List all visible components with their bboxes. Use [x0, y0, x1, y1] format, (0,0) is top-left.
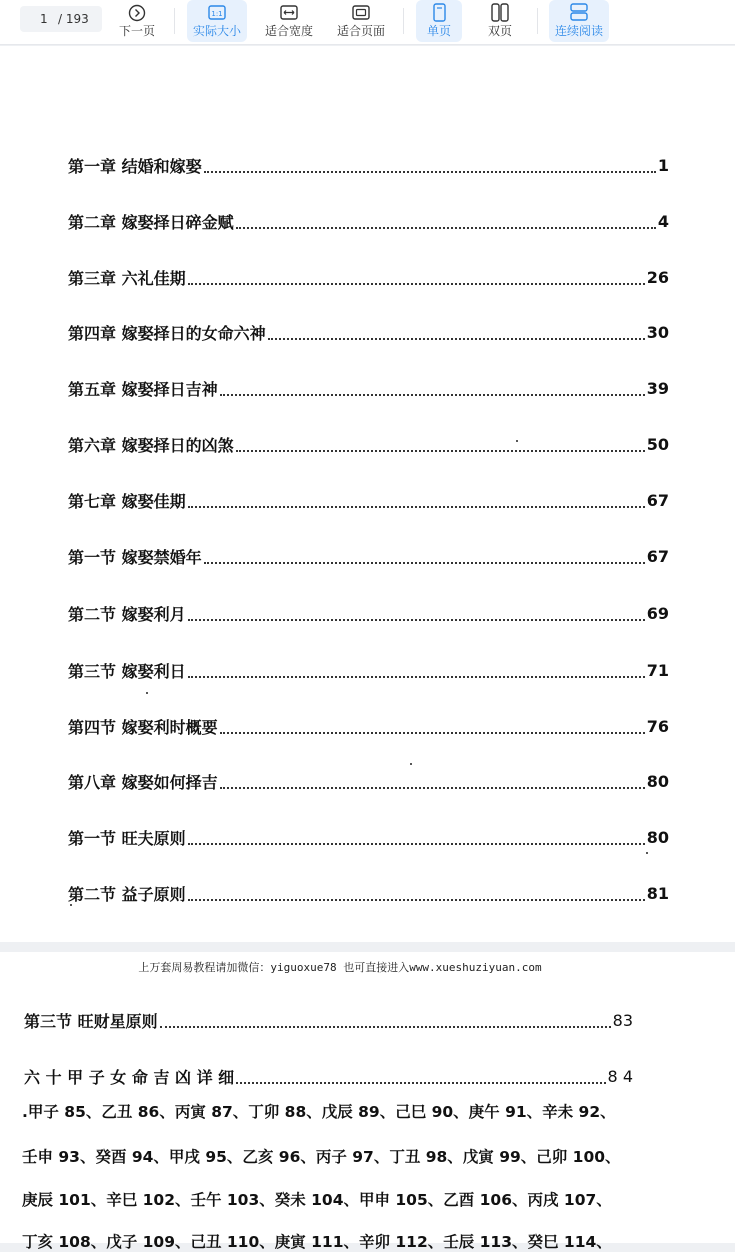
- document-page-1: [0, 46, 735, 942]
- toc-entry: [68, 544, 669, 568]
- toc-leader-dots: [220, 718, 645, 734]
- toc-leader-dots: [188, 829, 645, 845]
- toc-entry-page: 4: [657, 211, 669, 231]
- toc-entry-title: 第一节 旺夫原则: [68, 828, 186, 848]
- toc-entry: [68, 658, 669, 682]
- double-page-icon: [477, 2, 523, 24]
- toc-entry: [24, 1007, 633, 1033]
- fit-width-label: 适合宽度: [264, 24, 313, 38]
- toc-entry-page: 67: [646, 490, 669, 510]
- toc-entry-title: 第八章 嫁娶如何择吉: [68, 772, 218, 792]
- toc-entry: [68, 825, 669, 849]
- toc-entry-page: 26: [646, 267, 669, 287]
- toc-entry-title: 第七章 嫁娶佳期: [68, 491, 186, 511]
- toc-entry-page: 8 4: [607, 1066, 633, 1086]
- toc-entry-title: 第三章 六礼佳期: [68, 268, 186, 288]
- document-page-2: [0, 952, 735, 1251]
- toc-leader-dots: [188, 492, 645, 508]
- chevron-right-circle-icon: [114, 2, 160, 24]
- total-pages: / 193: [58, 12, 89, 26]
- toc-entry: [68, 769, 669, 793]
- text-line: 丁亥 108、戊子 109、己丑 110、庚寅 111、辛卯 112、壬辰 113、癸巳 114、: [22, 1233, 612, 1251]
- toc-entry: [68, 601, 669, 625]
- toc-entry-page: 76: [646, 716, 669, 736]
- actual-size-icon-text: 1:1: [211, 10, 223, 18]
- toc-leader-dots: [204, 157, 656, 173]
- scan-speck: [516, 440, 518, 442]
- scan-speck: [646, 852, 648, 854]
- toc-entry-title: 第六章 嫁娶择日的凶煞: [68, 435, 234, 455]
- toc-leader-dots: [204, 548, 645, 564]
- viewer-toolbar: [0, 0, 735, 45]
- toc-entry: [68, 209, 669, 233]
- toc-entry: [68, 265, 669, 289]
- toc-entry: [68, 320, 669, 344]
- text-line: .甲子 85、乙丑 86、丙寅 87、丁卯 88、戊辰 89、己巳 90、庚午 91、辛未 92、: [22, 1103, 616, 1121]
- toc-entry-title: 六 十 甲 子 女 命 吉 凶 详 细: [24, 1067, 235, 1087]
- toc-entry-page: 80: [646, 827, 669, 847]
- toc-entry-title: 第三节 嫁娶利日: [68, 661, 186, 681]
- toolbar-divider: [403, 8, 404, 34]
- toc-leader-dots: [236, 436, 645, 452]
- continuous-reading-label: 连续阅读: [554, 24, 603, 38]
- toc-leader-dots: [268, 324, 645, 340]
- toc-entry-title: 第四节 嫁娶利时概要: [68, 717, 218, 737]
- actual-size-icon: [187, 2, 247, 24]
- toc-entry: [24, 1063, 633, 1089]
- toc-leader-dots: [188, 269, 645, 285]
- toc-leader-dots: [236, 1068, 605, 1084]
- toc-entry-title: 第一节 嫁娶禁婚年: [68, 547, 202, 567]
- scan-speck: [410, 763, 412, 765]
- toc-leader-dots: [220, 773, 645, 789]
- toc-entry-title: 第五章 嫁娶择日吉神: [68, 379, 218, 399]
- toc-entry-title: 第二章 嫁娶择日碎金赋: [68, 212, 234, 232]
- fit-page-icon: [331, 2, 391, 24]
- double-page-label: 双页: [487, 24, 512, 38]
- toc-entry-page: 83: [612, 1010, 633, 1030]
- scan-speck: [146, 692, 148, 694]
- toc-entry: [68, 376, 669, 400]
- toc-leader-dots: [236, 213, 656, 229]
- toc-entry-title: 第四章 嫁娶择日的女命六神: [68, 323, 266, 343]
- fit-page-label: 适合页面: [336, 24, 385, 38]
- toc-entry-page: 39: [646, 378, 669, 398]
- toc-leader-dots: [188, 605, 645, 621]
- toc-entry-title: 第三节 旺财星原则: [24, 1011, 158, 1031]
- text-line: 庚辰 101、辛巳 102、壬午 103、癸未 104、甲申 105、乙酉 106、丙戌 107、: [22, 1191, 612, 1209]
- double-page-button[interactable]: [477, 0, 523, 42]
- toc-entry-page: 1: [657, 155, 669, 175]
- fit-width-button[interactable]: [259, 0, 319, 42]
- next-page-button[interactable]: [114, 0, 160, 42]
- text-line: 壬申 93、癸酉 94、甲戌 95、乙亥 96、丙子 97、丁丑 98、戊寅 99、己卯 100、: [22, 1148, 621, 1166]
- toc-entry-title: 第一章 结婚和嫁娶: [68, 156, 202, 176]
- toc-entry-title: 第二节 益子原则: [68, 884, 186, 904]
- toc-entry-title: 第二节 嫁娶利月: [68, 604, 186, 624]
- toc-leader-dots: [220, 380, 645, 396]
- toc-entry-page: 81: [646, 883, 669, 903]
- toc-entry-page: 30: [646, 322, 669, 342]
- toolbar-divider: [537, 8, 538, 34]
- next-page-label: 下一页: [118, 24, 155, 38]
- page-number-input[interactable]: [20, 6, 102, 32]
- page-header-note: 上万套周易教程请加微信：yiguoxue78 也可直接进入www.xueshuziyuan.com: [138, 961, 542, 974]
- continuous-reading-icon: [549, 2, 609, 24]
- toc-entry: [68, 714, 669, 738]
- fit-page-button[interactable]: [331, 0, 391, 42]
- toc-leader-dots: [188, 662, 645, 678]
- toc-leader-dots: [160, 1012, 611, 1028]
- toc-entry-page: 50: [646, 434, 669, 454]
- toc-entry: [68, 153, 669, 177]
- toc-entry-page: 67: [646, 546, 669, 566]
- toc-leader-dots: [188, 885, 645, 901]
- fit-width-icon: [259, 2, 319, 24]
- single-page-label: 单页: [426, 24, 451, 38]
- toc-entry: [68, 881, 669, 905]
- current-page-number[interactable]: 1: [40, 12, 48, 26]
- single-page-button[interactable]: [416, 0, 462, 42]
- single-page-icon: [416, 2, 462, 24]
- continuous-reading-button[interactable]: [549, 0, 609, 42]
- toolbar-divider: [174, 8, 175, 34]
- toc-entry-page: 71: [646, 660, 669, 680]
- actual-size-label: 实际大小: [192, 24, 241, 38]
- toc-entry-page: 80: [646, 771, 669, 791]
- actual-size-button[interactable]: [187, 0, 247, 42]
- toc-entry: [68, 432, 669, 456]
- scan-speck: [70, 904, 72, 906]
- toc-entry-page: 69: [646, 603, 669, 623]
- toc-entry: [68, 488, 669, 512]
